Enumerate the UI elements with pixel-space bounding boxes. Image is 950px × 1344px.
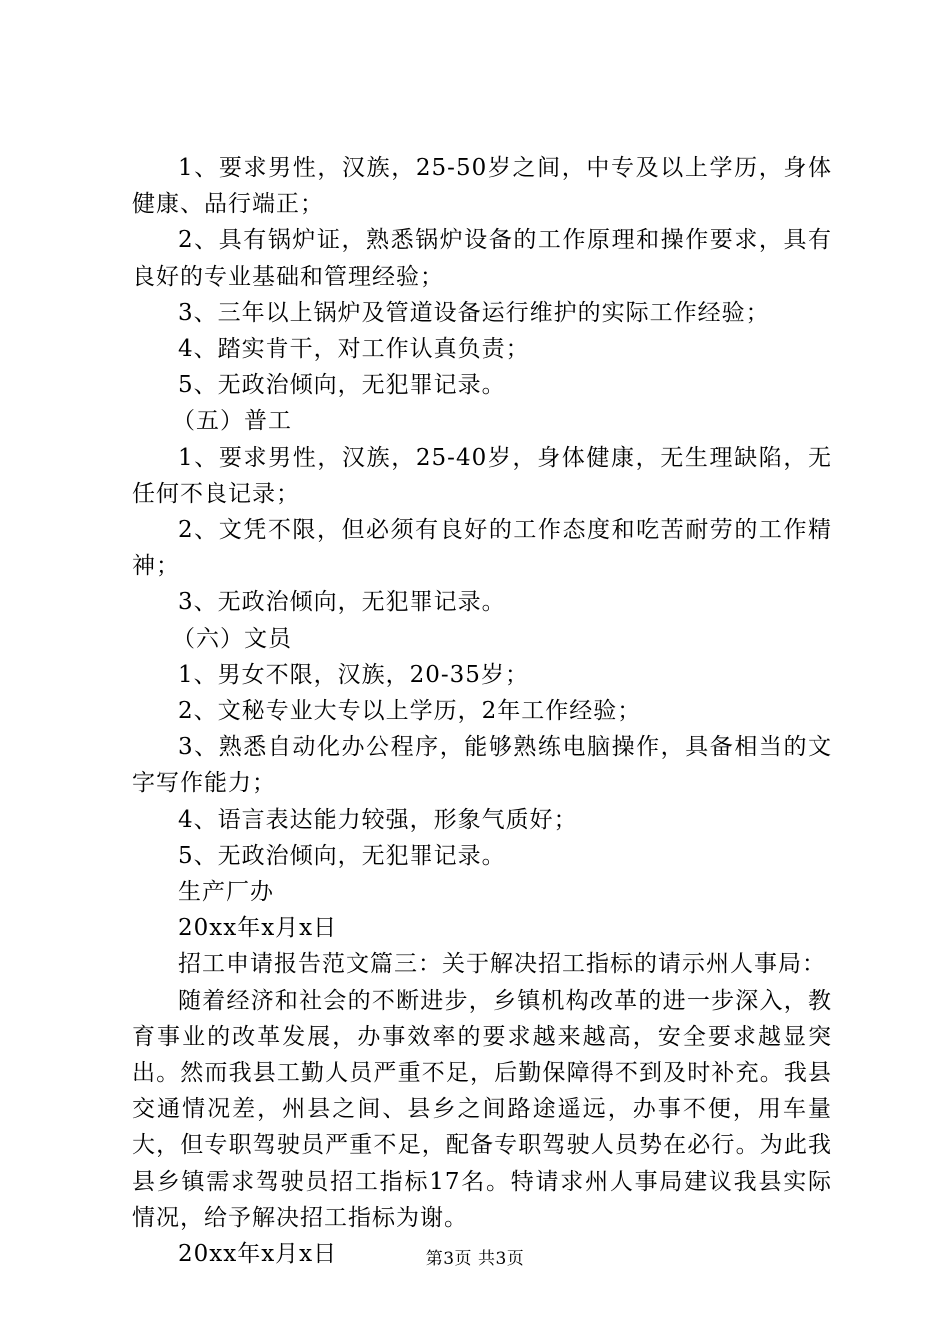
paragraph: 2、文凭不限，但必须有良好的工作态度和吃苦耐劳的工作精神；	[132, 517, 832, 580]
paragraph: 3、无政治倾向，无犯罪记录。	[178, 589, 506, 616]
paragraph: 2、文秘专业大专以上学历，2年工作经验；	[178, 698, 642, 725]
paragraph: 1、要求男性，汉族，25-50岁之间，中专及以上学历，身体健康、品行端正；	[132, 155, 832, 218]
paragraph: 3、熟悉自动化办公程序，能够熟练电脑操作，具备相当的文字写作能力；	[132, 734, 832, 797]
paragraph: 5、无政治倾向，无犯罪记录。	[178, 842, 506, 869]
paragraph: 招工申请报告范文篇三：关于解决招工指标的请示州人事局：	[178, 951, 826, 978]
document-body	[132, 150, 832, 1272]
date-line: 20xx年x月x日	[178, 1241, 338, 1268]
paragraph: 4、踏实肯干，对工作认真负责；	[178, 336, 530, 363]
paragraph: 1、要求男性，汉族，25-40岁，身体健康，无生理缺陷，无任何不良记录；	[132, 444, 832, 507]
date-line: 20xx年x月x日	[178, 915, 338, 942]
paragraph: 3、三年以上锅炉及管道设备运行维护的实际工作经验；	[178, 299, 770, 326]
section-heading: （五）普工	[172, 408, 292, 435]
paragraph: 随着经济和社会的不断进步，乡镇机构改革的进一步深入，教育事业的改革发展，办事效率的要求越来越高，安全要求越显突出。然而我县工勤人员严重不足，后勤保障得不到及时补充。我县交通情况差，州县之间、县乡之间路途遥远，办事不便，用车量大，但专职驾驶员严重不足，配备专职驾驶人员势在必行。为此我县乡镇需求驾驶员招工指标17名。特请求州人事局建议我县实际情况，给予解决招工指标为谢。	[132, 987, 832, 1231]
paragraph: 5、无政治倾向，无犯罪记录。	[178, 372, 506, 399]
page-number: 第3页 共3页	[425, 1249, 525, 1269]
section-heading: （六）文员	[172, 625, 292, 652]
sender-line: 生产厂办	[178, 879, 274, 906]
paragraph: 1、男女不限，汉族，20-35岁；	[178, 661, 529, 688]
page-footer	[0, 1244, 950, 1269]
paragraph: 4、语言表达能力较强，形象气质好；	[178, 806, 578, 833]
paragraph: 2、具有锅炉证，熟悉锅炉设备的工作原理和操作要求，具有良好的专业基础和管理经验；	[132, 227, 832, 290]
